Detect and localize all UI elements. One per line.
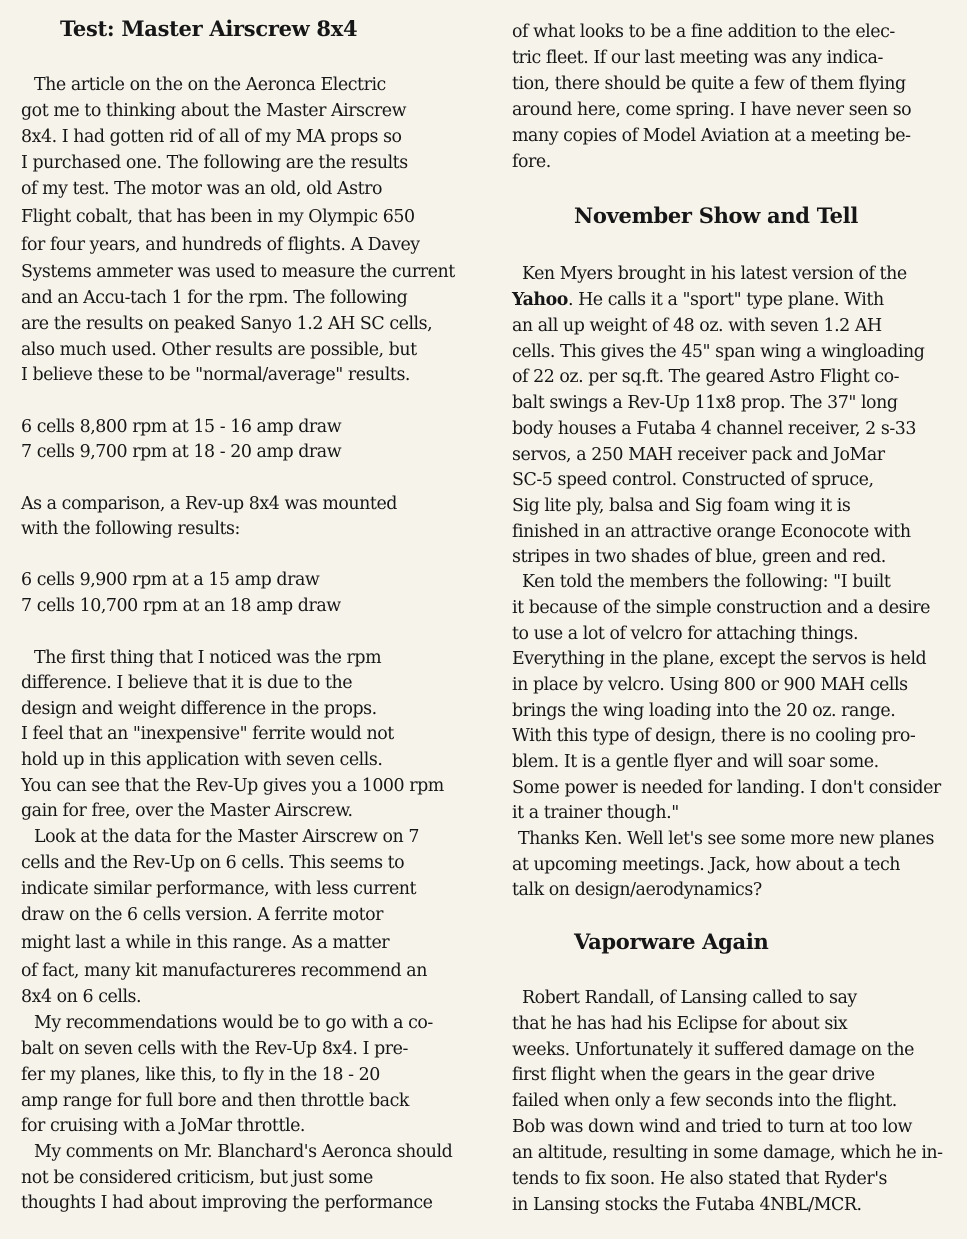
text-line: an altitude, resulting in some damage, which he in- — [512, 1143, 943, 1163]
text-line: SC-5 speed control. Constructed of spruce, — [512, 470, 874, 490]
text-line: many copies of Model Aviation at a meeting be- — [512, 126, 911, 146]
text-line: are the results on peaked Sanyo 1.2 AH SC cells, — [21, 314, 433, 334]
text-line: Some power is needed for landing. I don't consider — [512, 778, 941, 798]
text-line: to use a lot of velcro for attaching things. — [512, 624, 859, 644]
text-line: it because of the simple construction and a desire — [512, 598, 930, 618]
text-line: in place by velcro. Using 800 or 900 MAH cells — [512, 675, 908, 695]
text-line: You can see that the Rev-Up gives you a 1000 rpm — [21, 776, 444, 796]
data-line: 6 cells 9,900 rpm at a 15 amp draw — [21, 570, 320, 590]
text-line: Thanks Ken. Well let's see some more new planes — [518, 829, 934, 849]
data-line: 7 cells 9,700 rpm at 18 - 20 amp draw — [21, 442, 342, 462]
text-line: 8x4 on 6 cells. — [21, 987, 142, 1007]
text-line: cells and the Rev-Up on 6 cells. This seems to — [21, 853, 405, 873]
text-line: finished in an attractive orange Econocote with — [512, 522, 911, 542]
text-line: balt on seven cells with the Rev-Up 8x4. I pre- — [21, 1039, 408, 1059]
section-heading-vaporware: Vaporware Again — [574, 929, 769, 954]
text-line: Ken told the members the following: "I built — [522, 572, 891, 592]
text-line: of fact, many kit manufactureres recommend an — [21, 961, 427, 981]
text-line: blem. It is a gentle flyer and will soar some. — [512, 752, 879, 772]
text-line: gain for free, over the Master Airscrew. — [21, 801, 353, 821]
article-heading-master-airscrew: Test: Master Airscrew 8x4 — [60, 16, 358, 41]
text-line: that he has had his Eclipse for about six — [512, 1014, 848, 1034]
text-line: with the following results: — [21, 519, 240, 539]
text-line: not be considered criticism, but just some — [21, 1168, 373, 1188]
text-line: Ken Myers brought in his latest version of the — [522, 264, 907, 284]
data-line: 7 cells 10,700 rpm at an 18 amp draw — [21, 596, 341, 616]
text-line: amp range for full bore and then throttle back — [21, 1091, 409, 1111]
text-line: Everything in the plane, except the servos is held — [512, 649, 927, 669]
text-line: I feel that an "inexpensive" ferrite would not — [21, 724, 394, 744]
text-line: fer my planes, like this, to fly in the 18 - 20 — [21, 1065, 380, 1085]
text-line: Sig lite ply, balsa and Sig foam wing it is — [512, 496, 851, 516]
text-line: brings the wing loading into the 20 oz. range. — [512, 701, 896, 721]
text-line: of what looks to be a fine addition to the elec- — [512, 22, 895, 42]
text-line: The first thing that I noticed was the rpm — [34, 648, 382, 668]
text-line: for cruising with a JoMar throttle. — [21, 1116, 306, 1136]
data-line: 6 cells 8,800 rpm at 15 - 16 amp draw — [21, 417, 342, 437]
text-line: failed when only a few seconds into the flight. — [512, 1091, 897, 1111]
text-line: weeks. Unfortunately it suffered damage on the — [512, 1040, 914, 1060]
text-line: cells. This gives the 45" span wing a wingloading — [512, 342, 925, 362]
text-line: for four years, and hundreds of flights. A Davey — [21, 235, 420, 255]
text-line: it a trainer though." — [512, 803, 679, 823]
text-fragment: . He calls it a "sport" type plane. With — [567, 290, 884, 310]
text-line: of my test. The motor was an old, old Astro — [21, 179, 383, 199]
text-line: My recommendations would be to go with a co- — [34, 1013, 433, 1033]
text-line: an all up weight of 48 oz. with seven 1.2 AH — [512, 316, 882, 336]
text-line: and an Accu-tach 1 for the rpm. The following — [21, 288, 408, 308]
text-line: balt swings a Rev-Up 11x8 prop. The 37" long — [512, 393, 898, 413]
text-line: difference. I believe that it is due to the — [21, 673, 353, 693]
text-line: thoughts I had about improving the performance — [21, 1193, 433, 1213]
text-line: Systems ammeter was used to measure the current — [21, 262, 455, 282]
text-line: talk on design/aerodynamics? — [512, 880, 762, 900]
text-line: first flight when the gears in the gear drive — [512, 1065, 875, 1085]
text-line: 8x4. I had gotten rid of all of my MA props so — [21, 127, 402, 147]
text-line: might last a while in this range. As a matter — [21, 933, 390, 953]
text-line: indicate similar performance, with less current — [21, 879, 417, 899]
text-line: Look at the data for the Master Airscrew on 7 — [34, 827, 419, 847]
text-line: tends to fix soon. He also stated that Ryder's — [512, 1169, 887, 1189]
text-line: got me to thinking about the Master Airscrew — [21, 101, 407, 121]
section-heading-show-and-tell: November Show and Tell — [574, 203, 859, 228]
text-line: I purchased one. The following are the results — [21, 153, 408, 173]
text-line: tion, there should be quite a few of them flying — [512, 74, 906, 94]
text-line: design and weight difference in the props. — [21, 699, 377, 719]
text-line: also much used. Other results are possible, but — [21, 340, 417, 360]
text-line: Bob was down wind and tried to turn at too low — [512, 1117, 912, 1137]
text-line: body houses a Futaba 4 channel receiver, 2 s-33 — [512, 419, 917, 439]
text-line: draw on the 6 cells version. A ferrite motor — [21, 905, 384, 925]
text-line: With this type of design, there is no cooling pro- — [512, 726, 916, 746]
text-line: As a comparison, a Rev-up 8x4 was mounted — [21, 494, 397, 514]
text-line: servos, a 250 MAH receiver pack and JoMar — [512, 445, 885, 465]
text-line: Robert Randall, of Lansing called to say — [522, 988, 857, 1008]
text-line: hold up in this application with seven cells. — [21, 750, 383, 770]
text-line: fore. — [512, 152, 551, 172]
text-line: Flight cobalt, that has been in my Olympic 650 — [21, 207, 415, 227]
text-line-yahoo — [512, 287, 884, 313]
text-line: My comments on Mr. Blanchard's Aeronca should — [34, 1142, 453, 1162]
text-line: in Lansing stocks the Futaba 4NBL/MCR. — [512, 1195, 862, 1215]
text-line: of 22 oz. per sq.ft. The geared Astro Flight co- — [512, 367, 900, 387]
text-line: around here, come spring. I have never seen so — [512, 100, 912, 120]
text-line: The article on the on the Aeronca Electric — [34, 75, 386, 95]
text-line: tric fleet. If our last meeting was any indica- — [512, 48, 883, 68]
text-line: I believe these to be "normal/average" results. — [21, 365, 411, 385]
plane-name-bold: Yahoo — [512, 290, 568, 310]
text-line: stripes in two shades of blue, green and red. — [512, 547, 886, 567]
text-line: at upcoming meetings. Jack, how about a tech — [512, 855, 901, 875]
